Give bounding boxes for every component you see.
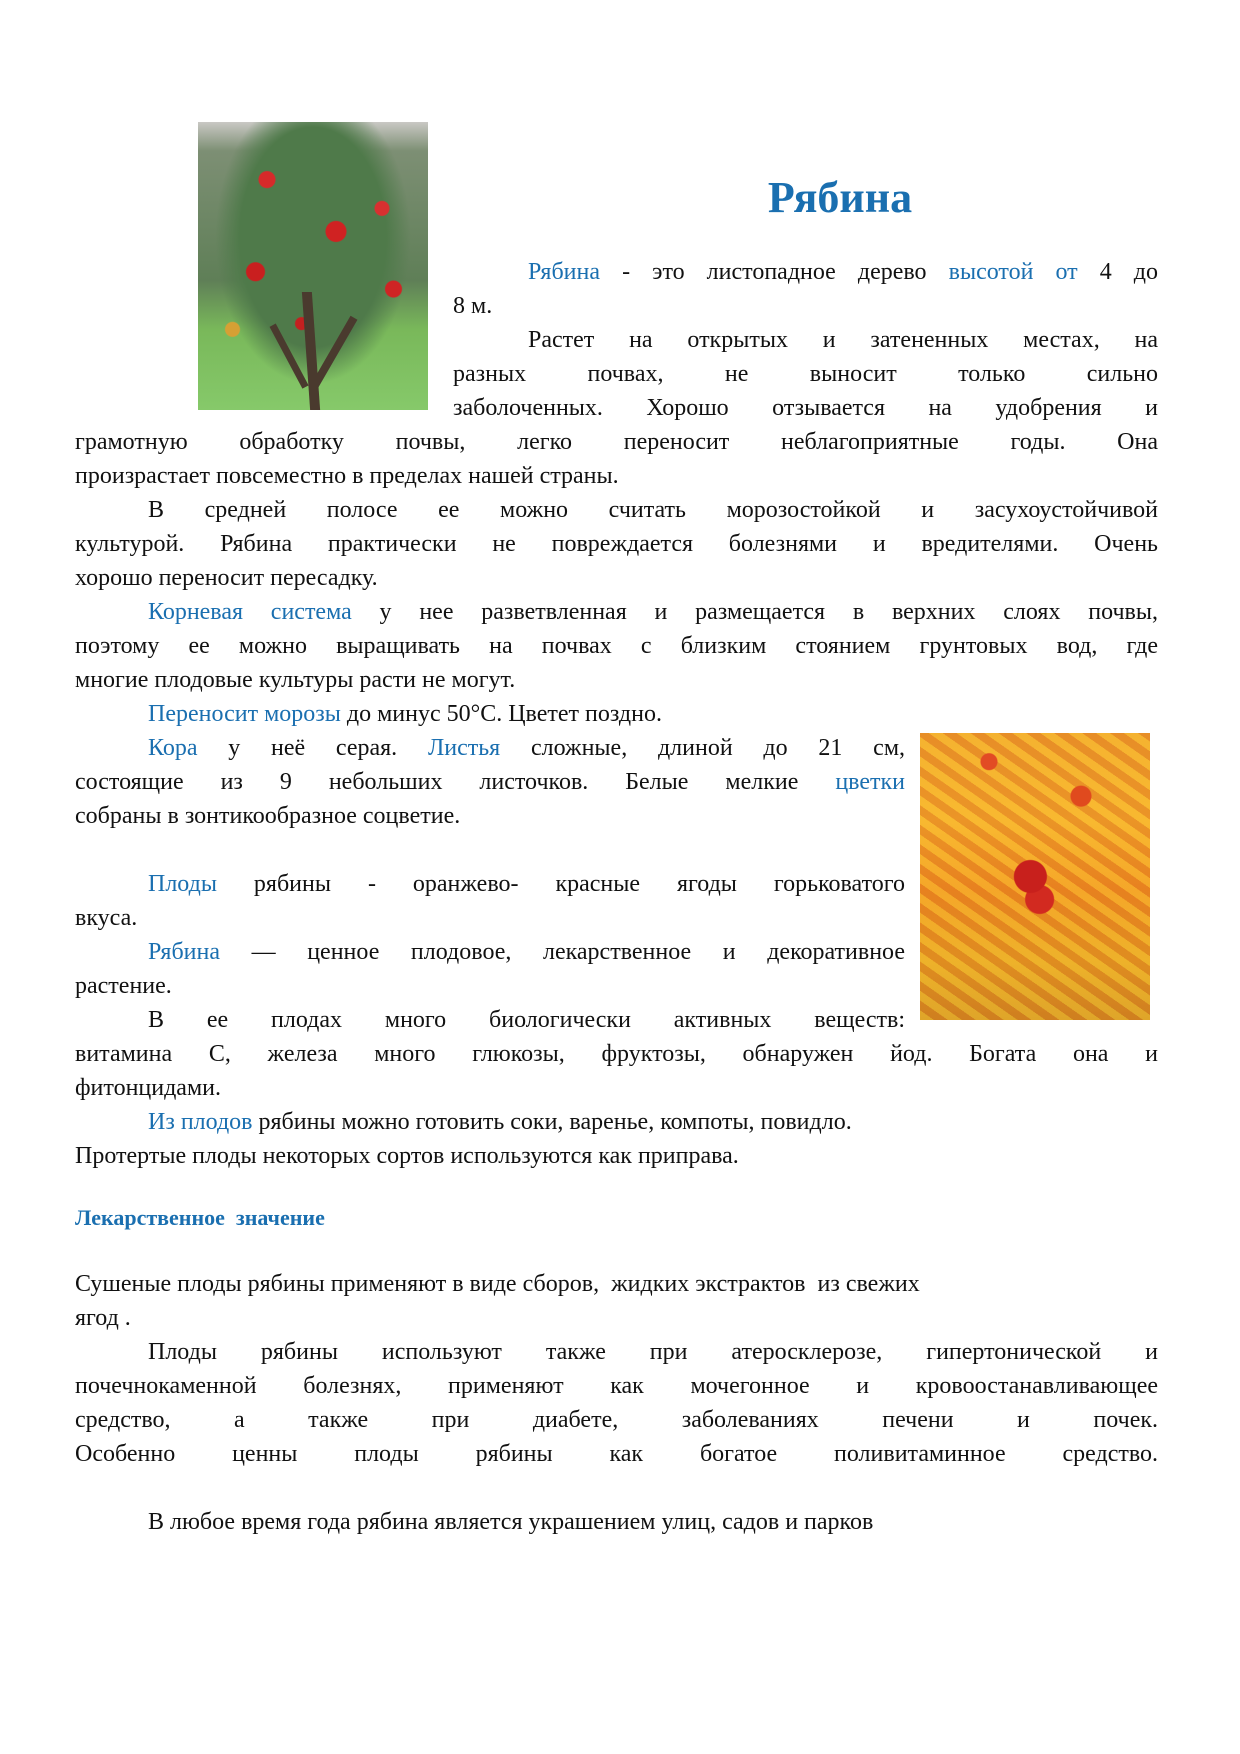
paragraph-line: Протертые плоды некоторых сортов используются как приправа. bbox=[75, 1143, 739, 1169]
highlight-term: Из плодов bbox=[148, 1109, 253, 1135]
paragraph-line: В средней полосе ее можно считать морозостойкой и засухоустойчивой bbox=[148, 497, 1158, 523]
page-title: Рябина bbox=[767, 173, 913, 222]
paragraph-line bbox=[148, 731, 905, 765]
paragraph-line: грамотную обработку почвы, легко переносит неблагоприятные годы. Она bbox=[75, 429, 1158, 455]
text-run: - это листопадное дерево bbox=[600, 259, 949, 285]
text-run: состоящие из 9 небольших листочков. Белые мелкие bbox=[75, 769, 836, 795]
text-run: рябины можно готовить соки, варенье, компоты, повидло. bbox=[252, 1109, 852, 1135]
text-run: до минус 50°С. Цветет поздно. bbox=[340, 701, 662, 727]
paragraph-line: витамина С, железа много глюкозы, фруктозы, обнаружен йод. Богата она и bbox=[75, 1041, 1158, 1067]
tree-branch-shape bbox=[270, 324, 309, 389]
paragraph-line: Плоды рябины используют также при атеросклерозе, гипертонической и bbox=[148, 1339, 1158, 1365]
text-run: — ценное плодовое, лекарственное и декоративное bbox=[220, 939, 905, 965]
text-run: сложные, длиной до 21 см, bbox=[500, 735, 906, 761]
paragraph-line: многие плодовые культуры расти не могут. bbox=[75, 667, 516, 693]
highlight-term: Переносит морозы bbox=[148, 701, 341, 727]
text-run: у неё серая. bbox=[197, 735, 428, 761]
section-heading: Лекарственное значение bbox=[75, 1205, 325, 1230]
highlight-term: цветки bbox=[835, 769, 905, 795]
paragraph-line: Растет на открытых и затененных местах, на bbox=[528, 327, 1158, 353]
paragraph-line: вкуса. bbox=[75, 905, 138, 931]
paragraph-line: культурой. Рябина практически не повреждается болезнями и вредителями. Очень bbox=[75, 531, 1158, 557]
highlight-term: Плоды bbox=[148, 871, 217, 897]
paragraph-line: почечнокаменной болезнях, применяют как мочегонное и кровоостанавливающее bbox=[75, 1373, 1158, 1399]
paragraph-line: заболоченных. Хорошо отзывается на удобрения и bbox=[453, 395, 1158, 421]
highlight-term: высотой от bbox=[948, 259, 1078, 285]
rowan-tree-photo bbox=[198, 122, 428, 410]
paragraph-line: Особенно ценны плоды рябины как богатое поливитаминное средство. bbox=[75, 1441, 1158, 1467]
paragraph-line bbox=[148, 1105, 852, 1139]
paragraph-line: фитонцидами. bbox=[75, 1075, 221, 1101]
paragraph-line bbox=[148, 595, 1158, 629]
paragraph-line: В любое время года рябина является украшением улиц, садов и парков bbox=[148, 1509, 874, 1535]
text-run: у нее разветвленная и размещается в верхних слоях почвы, bbox=[351, 599, 1158, 625]
autumn-rowan-leaves-photo bbox=[920, 733, 1150, 1020]
text-run: рябины - оранжево- красные ягоды горьковатого bbox=[216, 871, 905, 897]
paragraph-line: растение. bbox=[75, 973, 172, 999]
highlight-term: Рябина bbox=[528, 259, 601, 285]
tree-trunk-shape bbox=[302, 292, 320, 410]
paragraph-line: В ее плодах много биологически активных веществ: bbox=[148, 1007, 905, 1033]
tree-branch-shape bbox=[311, 316, 358, 389]
paragraph-line bbox=[75, 765, 905, 799]
paragraph-line: средство, а также при диабете, заболеваниях печени и почек. bbox=[75, 1407, 1158, 1433]
paragraph-line bbox=[148, 697, 662, 731]
highlight-term: Кора bbox=[148, 735, 198, 761]
paragraph-line bbox=[148, 867, 905, 901]
paragraph-line: произрастает повсеместно в пределах нашей страны. bbox=[75, 463, 619, 489]
highlight-term: Рябина bbox=[148, 939, 221, 965]
paragraph-line: ягод . bbox=[75, 1305, 131, 1331]
paragraph-line: 8 м. bbox=[453, 293, 493, 319]
paragraph-line: разных почвах, не выносит только сильно bbox=[453, 361, 1158, 387]
paragraph-line bbox=[148, 935, 905, 969]
paragraph-line: поэтому ее можно выращивать на почвах с близким стоянием грунтовых вод, где bbox=[75, 633, 1158, 659]
paragraph-line: собраны в зонтикообразное соцветие. bbox=[75, 803, 461, 829]
paragraph-line bbox=[528, 255, 1158, 289]
highlight-term: Листья bbox=[427, 735, 501, 761]
highlight-term: Корневая система bbox=[148, 599, 352, 625]
paragraph-line: Сушеные плоды рябины применяют в виде сборов, жидких экстрактов из свежих bbox=[75, 1271, 920, 1297]
text-run: 4 до bbox=[1077, 259, 1158, 285]
paragraph-line: хорошо переносит пересадку. bbox=[75, 565, 378, 591]
